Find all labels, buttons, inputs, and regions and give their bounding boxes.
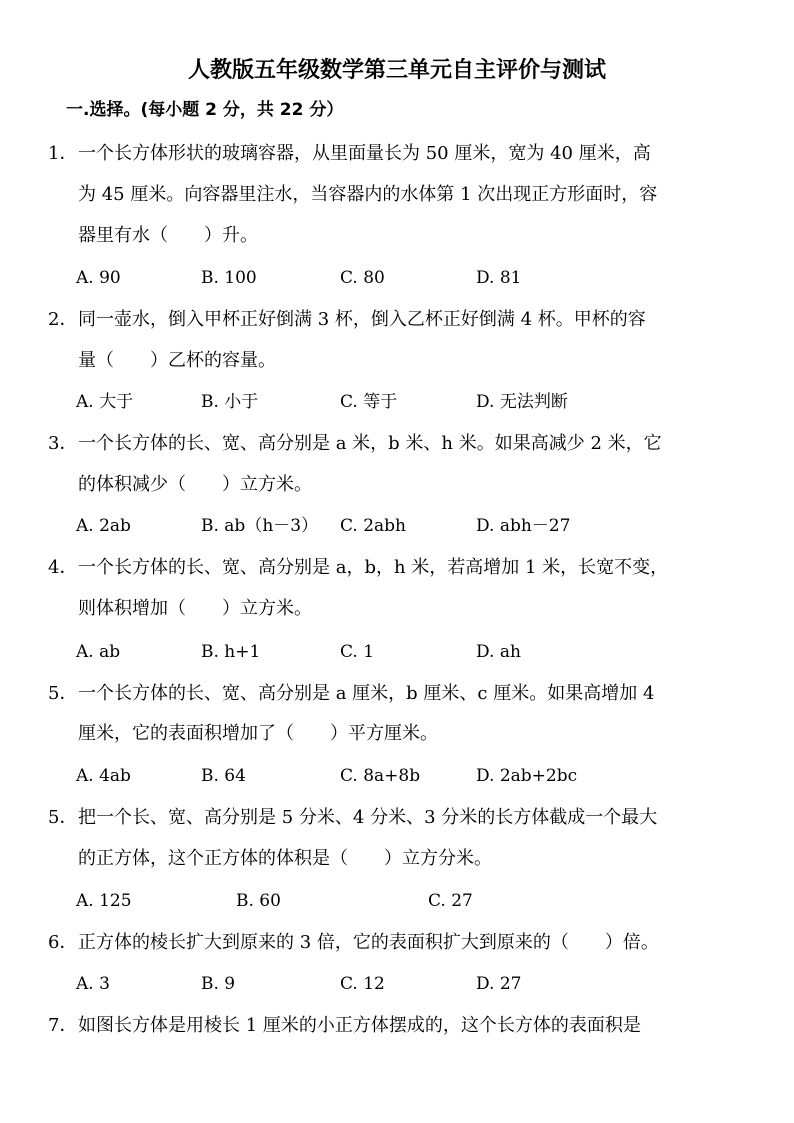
page-title: 人教版五年级数学第三单元自主评价与测试 [187, 58, 606, 83]
option-a[interactable]: A. 4ab [76, 766, 131, 786]
question-text: 把一个长、宽、高分别是 5 分米、4 分米、3 分米的长方体截成一个最大 [78, 807, 658, 828]
question-number: 3． [48, 433, 78, 454]
option-b[interactable]: B. 60 [236, 891, 281, 911]
option-c[interactable]: C. 12 [340, 974, 385, 994]
question-text: 正方体的棱长扩大到原来的 3 倍，它的表面积扩大到原来的（ ）倍。 [78, 932, 659, 953]
question-number: 5． [48, 683, 78, 704]
section-heading: 一.选择。(每小题 2 分，共 22 分） [66, 100, 344, 120]
option-d[interactable]: D. 2ab+2bc [476, 766, 578, 786]
question-number: 2． [48, 309, 78, 330]
option-c[interactable]: C. 27 [428, 891, 473, 911]
option-d[interactable]: D. 无法判断 [476, 392, 568, 412]
option-b[interactable]: B. h+1 [201, 642, 261, 662]
question-number: 1． [48, 143, 78, 164]
question-text: 量（ ）乙杯的容量。 [78, 350, 276, 371]
option-a[interactable]: A. ab [76, 642, 121, 662]
question-text: 为 45 厘米。向容器里注水，当容器内的水体第 1 次出现正方形面时，容 [78, 184, 658, 205]
option-b[interactable]: B. 64 [201, 766, 246, 786]
question-number: 4． [48, 557, 78, 578]
question-text: 一个长方体形状的玻璃容器，从里面量长为 50 厘米，宽为 40 厘米，高 [78, 143, 651, 164]
option-b[interactable]: B. 100 [201, 268, 257, 288]
question-text: 器里有水（ ）升。 [78, 225, 258, 246]
option-b[interactable]: B. 小于 [201, 392, 259, 412]
question-number: 7． [48, 1015, 78, 1036]
question-text: 的体积减少（ ）立方米。 [78, 474, 312, 495]
option-b[interactable]: B. 9 [201, 974, 236, 994]
question-number: 6． [48, 932, 78, 953]
question-text: 的正方体，这个正方体的体积是（ ）立方分米。 [78, 848, 492, 869]
question-text: 则体积增加（ ）立方米。 [78, 598, 312, 619]
option-c[interactable]: C. 80 [340, 268, 385, 288]
option-c[interactable]: C. 等于 [340, 392, 398, 412]
option-c[interactable]: C. 2abh [340, 516, 406, 536]
option-a[interactable]: A. 90 [76, 268, 121, 288]
option-a[interactable]: A. 3 [76, 974, 110, 994]
question-text: 如图长方体是用棱长 1 厘米的小正方体摆成的，这个长方体的表面积是 [78, 1015, 641, 1036]
option-d[interactable]: D. 27 [476, 974, 522, 994]
question-text: 一个长方体的长、宽、高分别是 a，b，h 米，若高增加 1 米，长宽不变， [78, 557, 669, 578]
option-a[interactable]: A. 大于 [76, 392, 134, 412]
question-number: 5． [48, 807, 78, 828]
option-c[interactable]: C. 1 [340, 642, 375, 662]
question-text: 厘米，它的表面积增加了（ ）平方厘米。 [78, 723, 438, 744]
option-b[interactable]: B. ab（h－3） [201, 516, 319, 536]
question-text: 一个长方体的长、宽、高分别是 a 厘米，b 厘米、c 厘米。如果高增加 4 [78, 683, 655, 704]
option-c[interactable]: C. 8a+8b [340, 766, 421, 786]
question-text: 一个长方体的长、宽、高分别是 a 米，b 米、h 米。如果高减少 2 米，它 [78, 433, 662, 454]
option-d[interactable]: D. ah [476, 642, 521, 662]
option-d[interactable]: D. abh－27 [476, 516, 571, 536]
question-text: 同一壶水，倒入甲杯正好倒满 3 杯，倒入乙杯正好倒满 4 杯。甲杯的容 [78, 309, 646, 330]
option-a[interactable]: A. 125 [76, 891, 132, 911]
option-a[interactable]: A. 2ab [76, 516, 131, 536]
option-d[interactable]: D. 81 [476, 268, 522, 288]
